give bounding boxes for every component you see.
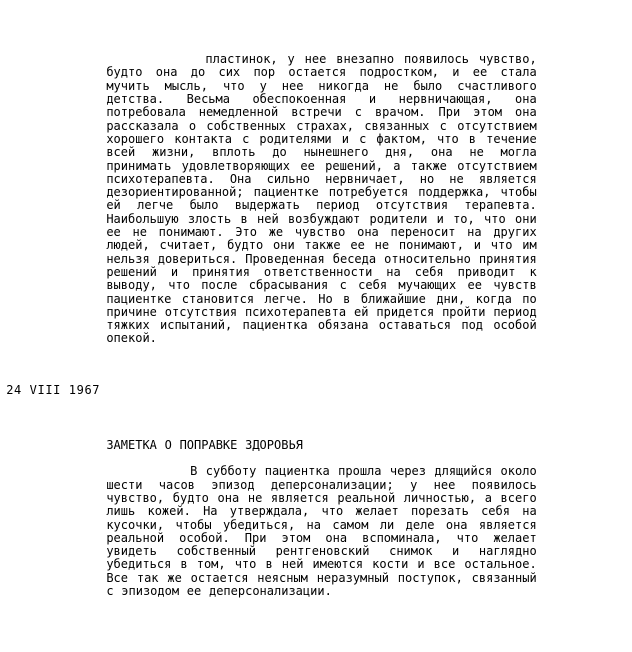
paragraph-text: пластинок, у нее внезапно появилось чувство, будто она до сих пор остается подростком, и ее стала мучить мысль, что у нее никогда не было счастливого детства. Весьма обеспокоенная и нервничающая, она потребовала немедленной встречи с врачом. При этом она рассказала о собственных страхах, связанных с отсутствием хорошего контакта с родителями и с фактом, что в течение всей жизни, вплоть до нынешнего дня, она не могла принимать удовлетворяющих ее решений, а также отсутствием психотерапевта. Она сильно нервничает, но не является дезориентированной; пациентке потребуется поддержка, чтобы ей легче было выдержать период отсутствия терапевта. Наибольшую злость в ней возбуждают родители и то, что они ее не понимают. Это же чувство она переносит на других людей, считает, будто они также ее не понимают, и что им нельзя довериться. Проведенная беседа относительно принятия решений и принятия ответственности на себя приводит к выводу, что после сбрасывания с себя мучающих ее чувств пациентке становится легче. Но в ближайшие дни, когда по причине отсутствия психотерапевта ей придется пройти период тяжких испытаний, пациентка обязана оставаться под особой опекой. [106,52,545,346]
health-note-heading: ЗАМЕТКА О ПОПРАВКЕ ЗДОРОВЬЯ [106,437,303,452]
margin-column-cell [537,0,632,652]
body-text-container [106,0,545,652]
paragraph-continued-entry [106,40,545,359]
paragraph-text: В субботу пациентка прошла через длящийся около шести часов эпизод деперсонализации; у нее появилось чувство, будто она не является реальной личностью, а всего лишь кожей. На утверждала, что желает порезать себя на кусочки, чтобы убедиться, на самом ли деле она является реальной особой. При этом она вспоминала, что желает увидеть собственный рентгеновский снимок и наглядно убедиться в том, что в ней имеются кости и все остальное. Все так же остается неясным неразумный поступок, связанный с эпизодом ее деперсонализации. [106,464,545,599]
paragraph-health-note [106,412,545,611]
entry-date: 24 VIII 1967 [6,383,101,397]
body-column-cell [106,0,545,652]
date-column-cell [0,0,106,652]
